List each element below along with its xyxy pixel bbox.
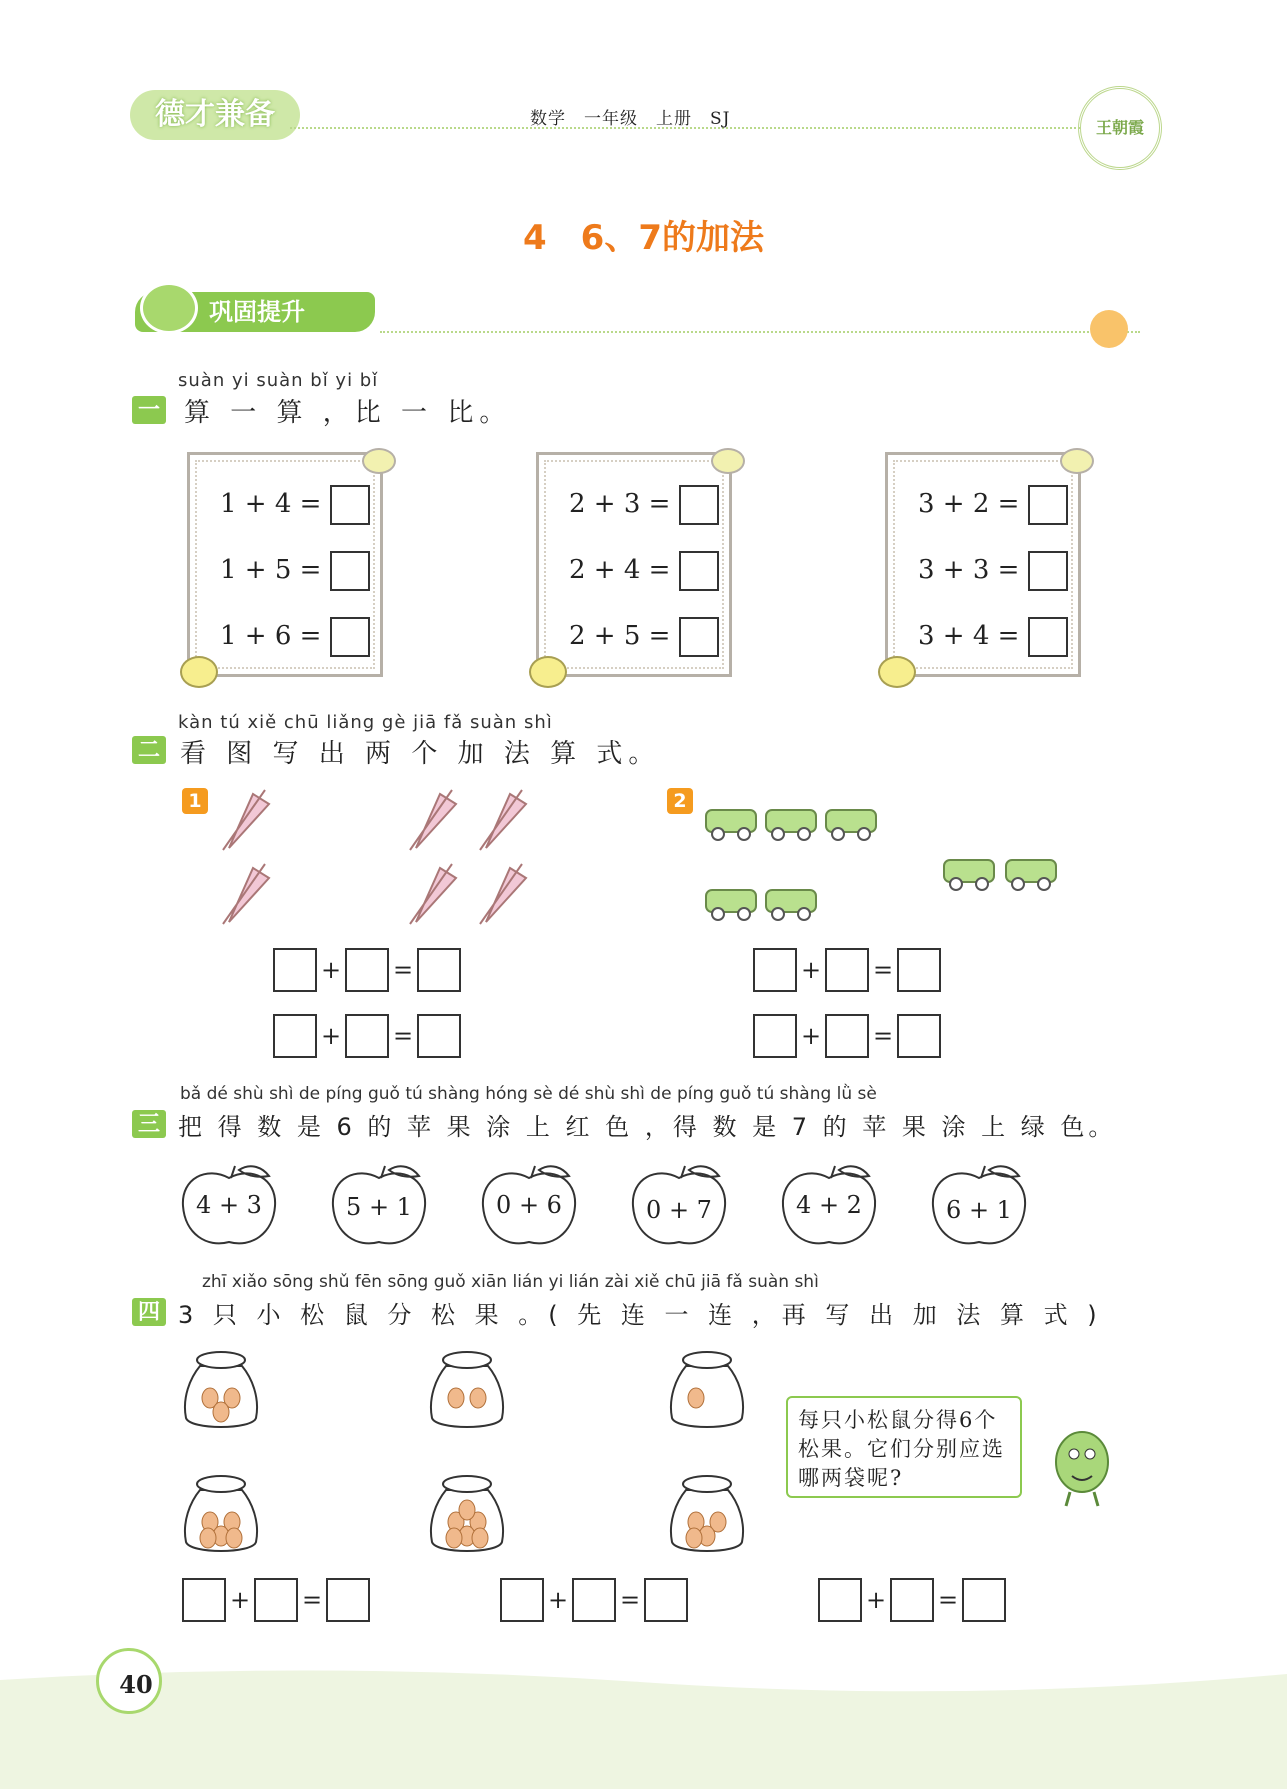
answer-box[interactable] — [1028, 551, 1068, 591]
q2-part-1-equation-1 — [273, 948, 461, 992]
pinecone-icon — [459, 1500, 475, 1520]
answer-box[interactable] — [753, 1014, 797, 1058]
answer-box[interactable] — [572, 1578, 616, 1622]
equation-text: 3 + 4 = — [918, 621, 1020, 651]
apple-expression: 0 + 7 — [646, 1196, 712, 1224]
q3-text: 把 得 数 是 6 的 苹 果 涂 上 红 色 ，得 数 是 7 的 苹 果 涂 上 绿 色。 — [178, 1113, 1117, 1141]
answer-box[interactable] — [326, 1578, 370, 1622]
apple-expression: 4 + 2 — [796, 1191, 862, 1219]
brand-logo: 德才兼备 — [130, 90, 300, 140]
umbrella-icon — [215, 860, 275, 932]
equals-sign: = — [392, 1022, 414, 1050]
answer-box[interactable] — [897, 1014, 941, 1058]
hint-bubble: 每只小松鼠分得6个松果。它们分别应选哪两袋呢? — [786, 1396, 1022, 1498]
page-title: 4 6、7的加法 — [523, 218, 764, 258]
answer-box[interactable] — [330, 485, 370, 525]
equation-text: 2 + 5 = — [569, 621, 671, 651]
pinecone-icon — [688, 1388, 704, 1408]
pinecone-icon — [213, 1402, 229, 1422]
apple-expression: 4 + 3 — [196, 1191, 262, 1219]
equals-sign: = — [872, 956, 894, 984]
plus-sign: + — [320, 956, 342, 984]
apple-expression: 0 + 6 — [496, 1191, 562, 1219]
umbrella-icon — [472, 786, 532, 858]
answer-box[interactable] — [254, 1578, 298, 1622]
footer-wave — [0, 1660, 1287, 1789]
answer-box[interactable] — [818, 1578, 862, 1622]
fish-icon — [140, 282, 198, 334]
equation-text: 1 + 5 = — [220, 555, 322, 585]
section-banner: 巩固提升 — [135, 292, 375, 332]
answer-box[interactable] — [330, 551, 370, 591]
answer-box[interactable] — [1028, 617, 1068, 657]
truck-icon — [940, 846, 998, 892]
answer-box[interactable] — [679, 485, 719, 525]
apple-expression: 6 + 1 — [946, 1196, 1012, 1224]
mascot-icon — [1046, 1420, 1122, 1510]
q1-frame-2 — [536, 452, 732, 677]
equals-sign: = — [301, 1586, 323, 1614]
nut-bag — [426, 1472, 508, 1556]
equation-text: 2 + 4 = — [569, 555, 671, 585]
q2-part-2-tag: 2 — [667, 788, 693, 814]
header-subject: 数学 一年级 上册 SJ — [530, 109, 731, 129]
equation-text: 1 + 6 = — [220, 621, 322, 651]
answer-box[interactable] — [644, 1578, 688, 1622]
equals-sign: = — [872, 1022, 894, 1050]
answer-box[interactable] — [679, 551, 719, 591]
answer-box[interactable] — [825, 1014, 869, 1058]
pinecone-icon — [446, 1528, 462, 1548]
flower-icon — [1060, 448, 1094, 474]
truck-icon — [822, 796, 880, 842]
answer-box[interactable] — [679, 617, 719, 657]
truck-icon — [702, 796, 760, 842]
q4-number: 四 — [132, 1298, 166, 1326]
nut-bag — [666, 1472, 748, 1556]
plus-sign: + — [865, 1586, 887, 1614]
q2-part-2-equation-1 — [753, 948, 941, 992]
truck-icon — [702, 876, 760, 922]
plus-sign: + — [800, 956, 822, 984]
pinecone-icon — [200, 1528, 216, 1548]
truck-icon — [762, 796, 820, 842]
sun-icon — [1090, 310, 1128, 348]
q2-text: 看 图 写 出 两 个 加 法 算 式。 — [180, 739, 661, 769]
answer-box[interactable] — [890, 1578, 934, 1622]
answer-box[interactable] — [897, 948, 941, 992]
nut-bag — [180, 1348, 262, 1432]
q3-pinyin: bǎ dé shù shì de píng guǒ tú shàng hóng sè dé shù shì de píng guǒ tú shàng lǜ sè — [180, 1084, 877, 1104]
answer-box[interactable] — [753, 948, 797, 992]
q2-number: 二 — [132, 736, 166, 764]
chick-icon — [529, 656, 567, 688]
answer-box[interactable] — [825, 948, 869, 992]
equation-text: 3 + 2 = — [918, 489, 1020, 519]
q1-pinyin: suàn yi suàn bǐ yi bǐ — [178, 370, 379, 391]
flower-icon — [362, 448, 396, 474]
umbrella-icon — [402, 860, 462, 932]
q1-number: 一 — [132, 396, 166, 424]
q4-equation-1 — [182, 1578, 370, 1622]
plus-sign: + — [800, 1022, 822, 1050]
nut-bag — [180, 1472, 262, 1556]
answer-box[interactable] — [273, 1014, 317, 1058]
q2-part-1-equation-2 — [273, 1014, 461, 1058]
plus-sign: + — [229, 1586, 251, 1614]
pinecone-icon — [226, 1528, 242, 1548]
publisher-seal: 王朝霞 — [1078, 86, 1162, 170]
pinecone-icon — [686, 1528, 702, 1548]
equals-sign: = — [619, 1586, 641, 1614]
pinecone-icon — [470, 1388, 486, 1408]
answer-box[interactable] — [345, 948, 389, 992]
answer-box[interactable] — [182, 1578, 226, 1622]
umbrella-icon — [472, 860, 532, 932]
nut-bag — [426, 1348, 508, 1432]
chick-icon — [878, 656, 916, 688]
equals-sign: = — [392, 956, 414, 984]
q3-number: 三 — [132, 1110, 166, 1138]
pinecone-icon — [448, 1388, 464, 1408]
q2-pinyin: kàn tú xiě chū liǎng gè jiā fǎ suàn shì — [178, 712, 553, 733]
q2-part-2-equation-2 — [753, 1014, 941, 1058]
page-number: 40 — [119, 1670, 153, 1699]
plus-sign: + — [547, 1586, 569, 1614]
umbrella-icon — [215, 786, 275, 858]
answer-box[interactable] — [273, 948, 317, 992]
equation-text: 3 + 3 = — [918, 555, 1020, 585]
chick-icon — [180, 656, 218, 688]
answer-box[interactable] — [417, 948, 461, 992]
nut-bag — [666, 1348, 748, 1432]
equals-sign: = — [937, 1586, 959, 1614]
truck-icon — [1002, 846, 1060, 892]
pinecone-icon — [472, 1528, 488, 1548]
q4-text: 3 只 小 松 鼠 分 松 果 。( 先 连 一 连 ，再 写 出 加 法 算 式 ) — [178, 1301, 1103, 1329]
answer-box[interactable] — [417, 1014, 461, 1058]
apple-expression: 5 + 1 — [346, 1193, 412, 1221]
q4-equation-2 — [500, 1578, 688, 1622]
answer-box[interactable] — [500, 1578, 544, 1622]
q2-part-1-tag: 1 — [182, 788, 208, 814]
answer-box[interactable] — [330, 617, 370, 657]
q1-frame-1 — [187, 452, 383, 677]
q1-frame-3 — [885, 452, 1081, 677]
section-divider — [380, 331, 1140, 333]
equation-text: 2 + 3 = — [569, 489, 671, 519]
answer-box[interactable] — [962, 1578, 1006, 1622]
flower-icon — [711, 448, 745, 474]
truck-icon — [762, 876, 820, 922]
equation-text: 1 + 4 = — [220, 489, 322, 519]
q4-equation-3 — [818, 1578, 1006, 1622]
q4-pinyin: zhī xiǎo sōng shǔ fēn sōng guǒ xiān lián yi lián zài xiě chū jiā fǎ suàn shì — [202, 1272, 819, 1292]
plus-sign: + — [320, 1022, 342, 1050]
answer-box[interactable] — [345, 1014, 389, 1058]
answer-box[interactable] — [1028, 485, 1068, 525]
q1-text: 算 一 算 ，比 一 比。 — [184, 398, 512, 428]
umbrella-icon — [402, 786, 462, 858]
